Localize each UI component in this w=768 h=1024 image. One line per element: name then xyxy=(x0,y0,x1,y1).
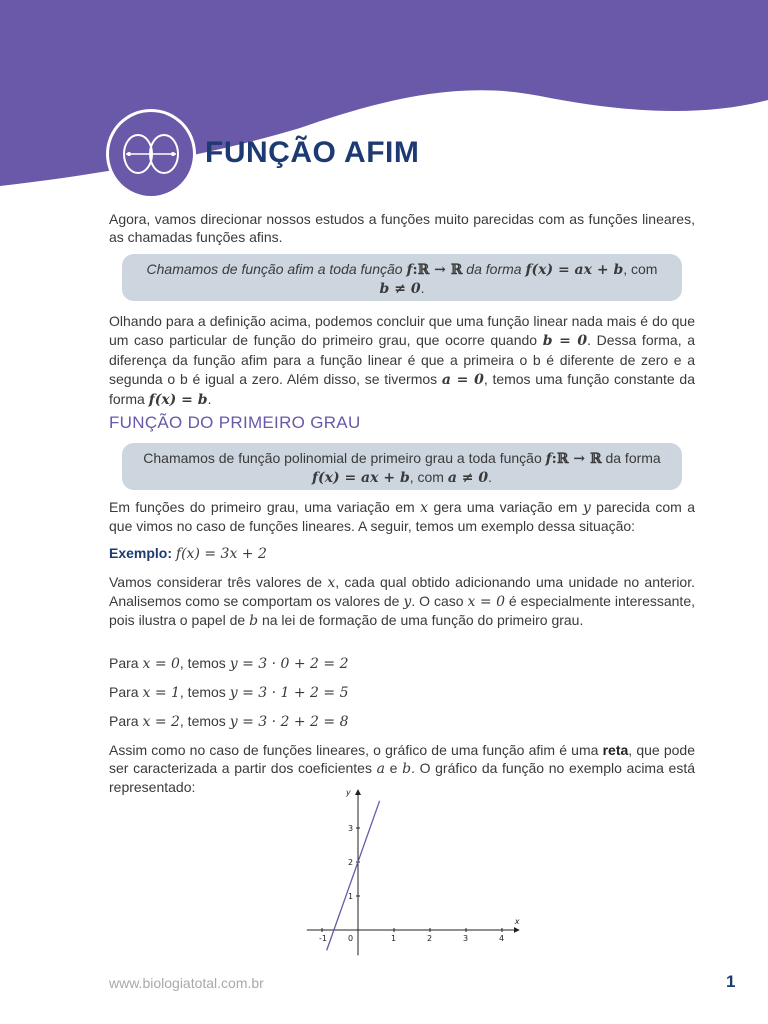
x-tick-label: -1 xyxy=(319,934,327,943)
poly-text-3: , com xyxy=(409,469,448,485)
consider-x: x xyxy=(327,575,336,591)
conclusion-text-1: Assim como no caso de funções lineares, o gráfico de uma função afim é uma xyxy=(109,742,603,758)
definition-map: :ℝ → ℝ xyxy=(412,262,463,278)
explanation-math-2: a = 0 xyxy=(441,372,484,388)
y-tick-label: 2 xyxy=(348,858,354,867)
definition-text: Chamamos de função afim a toda função xyxy=(146,261,407,277)
explanation-paragraph xyxy=(109,312,695,410)
definition-text-3: , com xyxy=(623,261,658,277)
conclusion-b: b xyxy=(402,761,412,777)
consider-x0: x = 0 xyxy=(467,594,505,610)
y-tick-label: 1 xyxy=(348,892,354,901)
variation-paragraph xyxy=(109,498,695,535)
example-formula: f(x) = 3x + 2 xyxy=(175,546,267,562)
case-x: x = 1 xyxy=(142,685,180,701)
case-para: Para xyxy=(109,684,143,700)
conclusion-bold: reta xyxy=(602,742,629,758)
poly-text-1: Chamamos de função polinomial de primeiro grau a toda função xyxy=(143,450,546,466)
consider-y: y xyxy=(403,594,412,610)
case-x: x = 2 xyxy=(142,714,180,730)
x-tick-label: 3 xyxy=(463,934,469,943)
definition-box xyxy=(122,254,682,301)
function-line xyxy=(327,801,380,951)
x-tick-label: 1 xyxy=(391,934,397,943)
conclusion-e: e xyxy=(384,760,403,776)
page-number: 1 xyxy=(726,972,736,991)
function-graph xyxy=(280,785,530,960)
consider-b: b xyxy=(249,613,259,629)
consider-text-5: na lei de formação de uma função do primeiro grau. xyxy=(258,612,584,628)
poly-condition: a ≠ 0 xyxy=(447,470,489,486)
case-para: Para xyxy=(109,655,143,671)
page-title: FUNÇÃO AFIM xyxy=(205,136,420,169)
conclusion-text-3: . O gráfico da função no exemplo acima está representado: xyxy=(109,760,695,795)
case-para: Para xyxy=(109,713,143,729)
case-temos: , temos xyxy=(179,655,230,671)
definition-dot: . xyxy=(420,280,425,296)
x-axis-label: x xyxy=(514,917,520,926)
poly-f: f xyxy=(545,451,552,467)
case-y: y = 3 · 2 + 2 = 8 xyxy=(229,714,349,730)
explanation-math-1: b = 0 xyxy=(542,333,588,349)
case-y: y = 3 · 0 + 2 = 2 xyxy=(229,656,349,672)
case-y: y = 3 · 1 + 2 = 5 xyxy=(229,685,349,701)
intro-paragraph: Agora, vamos direcionar nossos estudos a funções muito parecidas com as funções lineares, as chamadas funções afins. xyxy=(109,211,695,245)
variation-y: y xyxy=(582,500,591,516)
explanation-math-3: f(x) = b xyxy=(148,392,208,408)
case-x: x = 0 xyxy=(142,656,180,672)
consider-text-3: . O caso xyxy=(411,593,468,609)
y-tick-label: 3 xyxy=(348,824,354,833)
poly-dot: . xyxy=(488,469,493,485)
x-tick-label: 0 xyxy=(348,934,354,943)
poly-formula: f(x) = ax + b xyxy=(311,470,410,486)
consider-text-2: , cada qual obtido adicionando uma unidade no anterior. Analisemos como se comportam os valores de xyxy=(109,574,695,609)
example-label: Exemplo: xyxy=(109,545,173,561)
poly-map: :ℝ → ℝ xyxy=(551,451,602,467)
definition-text-2: da forma xyxy=(462,261,526,277)
cell-division-icon xyxy=(109,112,193,196)
consider-text-4: é especialmente interessante, pois ilustra o papel de xyxy=(109,593,695,628)
definition-condition: b ≠ 0 xyxy=(379,281,421,297)
consider-paragraph xyxy=(109,573,695,630)
case-temos: , temos xyxy=(179,684,230,700)
variation-text-3: parecida com a que vimos no caso de funções lineares. A seguir, temos um exemplo dessa situação: xyxy=(109,499,695,534)
footer-url[interactable]: www.biologiatotal.com.br xyxy=(109,975,264,991)
example-line xyxy=(109,544,695,563)
x-tick-label: 2 xyxy=(427,934,433,943)
definition-f: f xyxy=(406,262,413,278)
poly-text-2: da forma xyxy=(601,450,661,466)
x-tick-label: 4 xyxy=(499,934,505,943)
case-line xyxy=(109,654,695,673)
y-axis-label: y xyxy=(346,788,351,797)
explanation-text-2: . Dessa forma, a diferença da função afim para a função linear é que a primeira o b é diferente de zero e a segunda o b é igual a zero. Além disso, se tivermos xyxy=(109,332,695,387)
conclusion-a: a xyxy=(376,761,385,777)
variation-text-1: Em funções do primeiro grau, uma variação em xyxy=(109,499,421,515)
explanation-text-3: , temos uma função constante da forma xyxy=(109,371,695,407)
variation-text-2: gera uma variação em xyxy=(428,499,583,515)
consider-text-1: Vamos considerar três valores de xyxy=(109,574,328,590)
explanation-text-4: . xyxy=(207,391,212,407)
explanation-text-1: Olhando para a definição acima, podemos concluir que uma função linear nada mais é do que um caso particular de função do primeiro grau, que ocorre quando xyxy=(109,313,695,348)
logo-badge xyxy=(109,112,193,196)
conclusion-text-2: , que pode ser caracterizada a partir dos coeficientes xyxy=(109,742,696,776)
case-temos: , temos xyxy=(179,713,230,729)
variation-x: x xyxy=(420,500,429,516)
case-line xyxy=(109,683,695,702)
polynomial-definition-box xyxy=(122,443,682,490)
case-line xyxy=(109,712,695,731)
definition-formula: f(x) = ax + b xyxy=(525,262,624,278)
section-heading: FUNÇÃO DO PRIMEIRO GRAU xyxy=(109,413,361,432)
